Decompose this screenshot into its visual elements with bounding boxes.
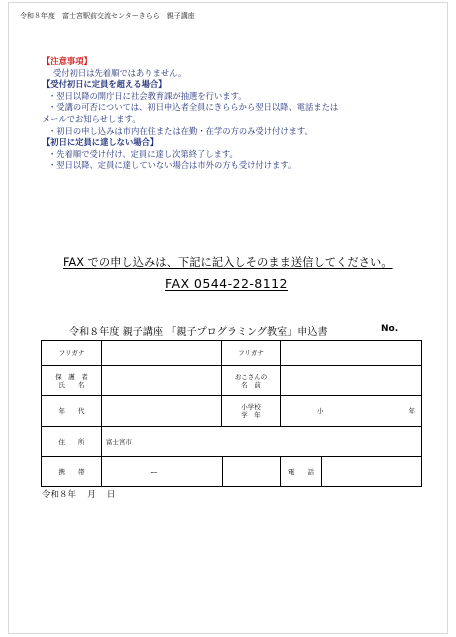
phone-field[interactable] xyxy=(322,457,422,487)
child-furigana-label: フリガナ xyxy=(222,341,281,366)
form-row-address xyxy=(42,427,422,457)
guardian-label-line2: 氏 名 xyxy=(58,380,85,389)
form-row-age xyxy=(42,396,422,427)
form-number-label: No. xyxy=(381,324,399,334)
school-grade-label xyxy=(222,396,281,427)
not-reached-heading: 【初日に定員に達しない場合】 xyxy=(42,137,159,148)
caution-heading: 【注意事項】 xyxy=(42,56,92,66)
school-label-line1: 小学校 xyxy=(241,403,261,411)
grade-suffix: 年 xyxy=(408,407,415,415)
mobile-divider xyxy=(222,457,223,486)
note-first-day: ・初日の申し込みは市内在住または在勤・在学の方のみ受け付けます。 xyxy=(48,125,313,136)
guardian-furigana-field[interactable] xyxy=(102,341,222,366)
school-grade-field[interactable] xyxy=(281,396,422,427)
note-result-1: ・受講の可否については、初日申込者全員にきららから翌日以降、電話または xyxy=(48,102,339,113)
exceed-heading: 【受付初日に定員を超える場合】 xyxy=(42,79,167,90)
child-label-line1: おこさんの xyxy=(234,372,268,381)
age-label: 年 代 xyxy=(42,396,102,427)
phone-label: 電 話 xyxy=(281,457,322,487)
note-fcfs: ・先着順で受け付け、定員に達し次第終了します。 xyxy=(48,148,238,159)
child-name-label xyxy=(222,366,281,396)
form-date: 令和８年 月 日 xyxy=(42,490,116,500)
notes-section xyxy=(42,56,422,172)
child-name-field[interactable] xyxy=(281,366,422,396)
form-row-contact xyxy=(42,457,422,487)
fax-number: FAX 0544-22-8112 xyxy=(165,276,288,291)
form-row-furigana xyxy=(42,341,422,366)
mobile-label: 携 帯 xyxy=(42,457,102,487)
school-label-line2: 学 年 xyxy=(241,411,261,419)
note-no-first-come: 受付初日は先着順ではありません。 xyxy=(53,67,187,78)
mobile-dash: ー xyxy=(150,468,158,477)
note-lottery: ・翌日以降の開庁日に社会教育課が抽選を行います。 xyxy=(48,90,247,101)
guardian-name-field[interactable] xyxy=(102,366,222,396)
address-field[interactable]: 富士宮市 xyxy=(102,427,422,457)
form-row-names xyxy=(42,366,422,396)
form-title: 令和８年度 親子講座 「親子プログラミング教室」申込書 xyxy=(69,327,328,338)
guardian-name-label xyxy=(42,366,102,396)
page-header: 令和８年度 富士宮駅前交流センターきらら 親子講座 xyxy=(20,12,195,20)
guardian-label-line1: 保 護 者 xyxy=(55,372,88,381)
school-suffix: 小 xyxy=(317,407,324,415)
note-result-2: メールでお知らせします。 xyxy=(42,113,141,124)
application-form-table xyxy=(41,340,422,487)
age-field[interactable] xyxy=(102,396,222,427)
mobile-field[interactable] xyxy=(102,457,281,487)
guardian-furigana-label: フリガナ xyxy=(42,341,102,366)
note-outside: ・翌日以降、定員に達していない場合は市外の方も受け付けます。 xyxy=(48,160,297,171)
child-label-line2: 名 前 xyxy=(241,380,261,389)
fax-instruction: FAX での申し込みは、下記に記入しそのまま送信してください。 xyxy=(63,256,393,269)
address-label: 住 所 xyxy=(42,427,102,457)
child-furigana-field[interactable] xyxy=(281,341,422,366)
